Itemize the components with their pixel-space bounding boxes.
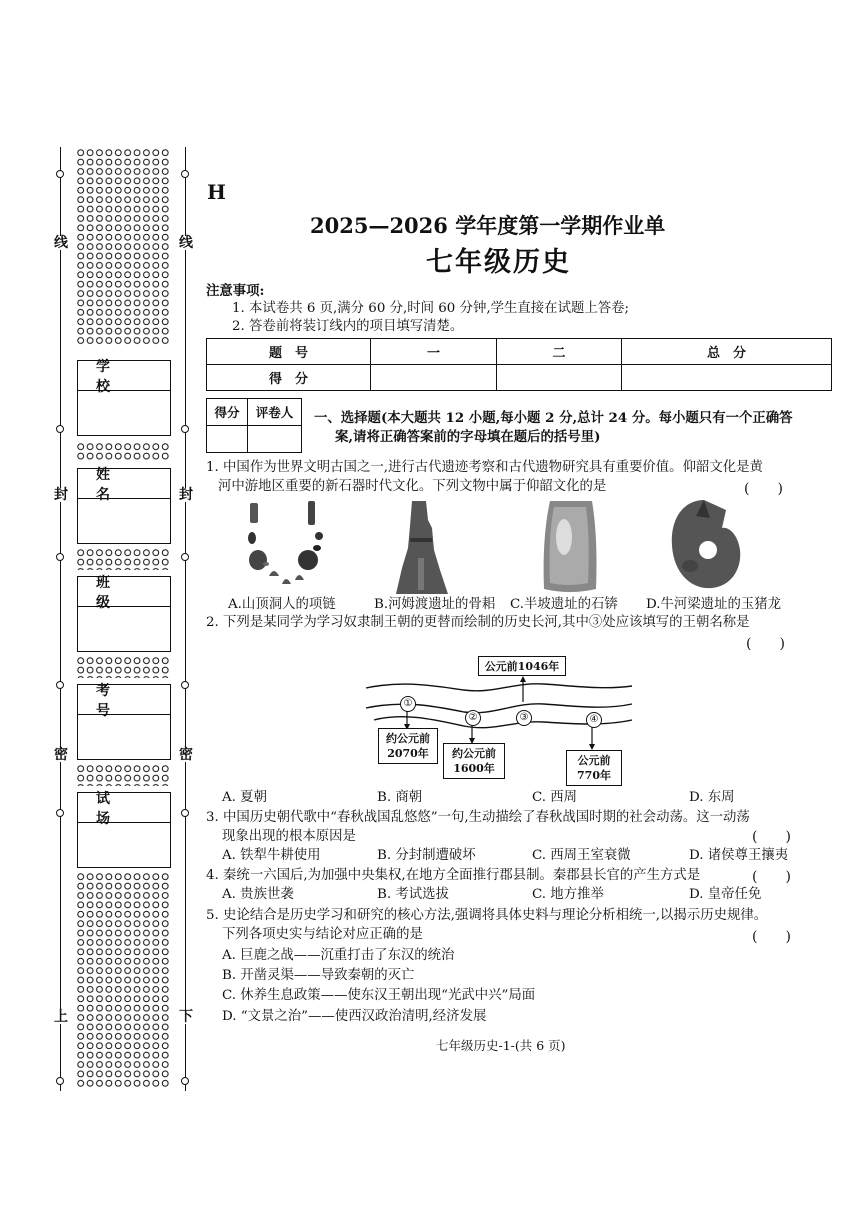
name-field[interactable] <box>77 468 171 544</box>
question-text: 现象出现的根本原因是 <box>222 829 356 844</box>
subject-title: 七年级历史 <box>426 247 571 278</box>
exam-room-field[interactable] <box>77 792 171 868</box>
option[interactable]: A.山顶洞人的项链 <box>228 597 336 612</box>
score-table <box>206 338 832 391</box>
binding-char: 密 <box>54 747 68 763</box>
binding-hole <box>181 553 189 561</box>
question-text: 1. 中国作为世界文明古国之一,进行古代遗迹考察和古代遗物研究具有重要价值。仰韶文化是黄 <box>206 460 763 475</box>
answer-paren[interactable]: ( ) <box>744 481 783 497</box>
score-table-cell: 一 <box>371 339 497 365</box>
grader-cell: 得分 <box>207 399 248 426</box>
binding-char: 密 <box>179 747 193 763</box>
option[interactable]: D. “文景之治”——使西汉政治清明,经济发展 <box>222 1009 487 1024</box>
binding-hole <box>56 170 64 178</box>
option[interactable]: C. 西周 <box>532 790 578 805</box>
binding-hole <box>56 809 64 817</box>
score-table-cell: 二 <box>497 339 622 365</box>
option[interactable]: C. 地方推举 <box>532 887 604 902</box>
option[interactable]: B. 分封制遭破坏 <box>377 848 476 863</box>
binding-char: 下 <box>179 1009 193 1025</box>
field-label: 姓 名 <box>78 469 170 499</box>
option[interactable]: D. 皇帝任免 <box>689 887 762 902</box>
option[interactable]: C. 休养生息政策——使东汉王朝出现“光武中兴”局面 <box>222 988 536 1003</box>
bone-spade-image <box>388 498 454 598</box>
timeline-date: 约公元前 <box>452 747 496 760</box>
exam-number-field[interactable] <box>77 684 171 760</box>
option[interactable]: D.牛河梁遗址的玉猪龙 <box>646 597 782 612</box>
binding-hole <box>181 1077 189 1085</box>
score-table-cell: 题 号 <box>207 339 371 365</box>
grader-table <box>206 398 302 453</box>
question-text: 5. 史论结合是历史学习和研究的核心方法,强调将具体史料与理论分析相统一,以揭示历史规律。 <box>206 908 768 923</box>
river-marker: ④ <box>586 712 602 728</box>
notice-heading: 注意事项: <box>206 283 265 299</box>
dot-pattern <box>76 872 170 1088</box>
school-field[interactable] <box>77 360 171 436</box>
section-heading: 一、选择题(本大题共 12 小题,每小题 2 分,总计 24 分。每小题只有一个正确答 <box>314 410 793 426</box>
timeline-date: 公元前 <box>577 754 611 767</box>
field-label: 学 校 <box>78 361 170 391</box>
page-title: 2025—2026 学年度第一学期作业单 <box>310 213 666 238</box>
notice-item: 1. 本试卷共 6 页,满分 60 分,时间 60 分钟,学生直接在试题上答卷; <box>232 301 630 316</box>
timeline-date: 2070年 <box>387 747 429 760</box>
answer-paren[interactable]: ( ) <box>746 636 785 652</box>
river-marker: ③ <box>516 710 532 726</box>
grader-name-input[interactable] <box>248 426 302 453</box>
question-text: 4. 秦统一六国后,为加强中央集权,在地方全面推行郡县制。秦郡县长官的产生方式是 <box>206 868 701 883</box>
binding-char: 上 <box>54 1009 68 1025</box>
timeline-date: 约公元前 <box>386 732 430 745</box>
option[interactable]: C.半坡遗址的石锛 <box>510 597 618 612</box>
binding-char: 封 <box>54 487 68 503</box>
option[interactable]: A. 贵族世袭 <box>222 887 294 902</box>
option[interactable]: A. 巨鹿之战——沉重打击了东汉的统治 <box>222 948 455 963</box>
dot-pattern <box>76 442 170 462</box>
option[interactable]: D. 诸侯尊王攘夷 <box>689 848 789 863</box>
page-footer: 七年级历史-1-(共 6 页) <box>436 1038 566 1053</box>
timeline-date: 770年 <box>577 769 611 782</box>
answer-paren[interactable]: ( ) <box>752 929 791 945</box>
binding-hole <box>56 425 64 433</box>
option[interactable]: A. 夏朝 <box>222 790 267 805</box>
timeline-date: 1600年 <box>453 762 495 775</box>
binding-char: 封 <box>179 487 193 503</box>
option[interactable]: D. 东周 <box>689 790 735 805</box>
binding-hole <box>56 553 64 561</box>
option[interactable]: C. 西周王室衰微 <box>532 848 631 863</box>
grader-cell: 评卷人 <box>248 399 302 426</box>
question-text: 河中游地区重要的新石器时代文化。下列文物中属于仰韶文化的是 <box>218 479 607 494</box>
necklace-image <box>222 498 350 598</box>
score-input-cell[interactable] <box>497 365 622 391</box>
score-input-cell[interactable] <box>371 365 497 391</box>
field-label: 考 号 <box>78 685 170 715</box>
score-table-cell: 得 分 <box>207 365 371 391</box>
binding-hole <box>56 681 64 689</box>
score-input-cell[interactable] <box>622 365 832 391</box>
field-label: 班 级 <box>78 577 170 607</box>
class-field[interactable] <box>77 576 171 652</box>
score-table-cell: 总 分 <box>622 339 832 365</box>
jade-pig-dragon-image <box>666 496 744 594</box>
river-marker: ② <box>465 710 481 726</box>
dot-pattern <box>76 656 170 678</box>
question-text: 2. 下列是某同学为学习奴隶制王朝的更替而绘制的历史长河,其中③处应该填写的王朝名称是 <box>206 615 750 630</box>
grader-score-input[interactable] <box>207 426 248 453</box>
question-text: 下列各项史实与结论对应正确的是 <box>222 927 423 942</box>
question-text: 3. 中国历史朝代歌中“春秋战国乱悠悠”一句,生动描绘了春秋战国时期的社会动荡。这一动荡 <box>206 810 750 825</box>
timeline-box <box>478 656 566 676</box>
binding-hole <box>181 681 189 689</box>
paper-code: H <box>207 180 226 204</box>
timeline-box <box>443 743 505 779</box>
binding-char: 线 <box>54 235 68 251</box>
river-marker: ① <box>400 696 416 712</box>
option[interactable]: B.河姆渡遗址的骨耜 <box>374 597 496 612</box>
option[interactable]: A. 铁犁牛耕使用 <box>222 848 321 863</box>
binding-line-left <box>60 147 61 1091</box>
binding-hole <box>56 1077 64 1085</box>
timeline-box <box>378 728 438 764</box>
binding-hole <box>181 170 189 178</box>
timeline-box <box>566 750 622 786</box>
dot-pattern <box>76 148 170 346</box>
option[interactable]: B. 开凿灵渠——导致秦朝的灭亡 <box>222 968 415 983</box>
binding-hole <box>181 809 189 817</box>
stone-adze-image <box>540 497 602 597</box>
notice-item: 2. 答卷前将装订线内的项目填写清楚。 <box>232 319 464 334</box>
binding-hole <box>181 425 189 433</box>
dot-pattern <box>76 548 170 570</box>
binding-char: 线 <box>179 235 193 251</box>
binding-line-right <box>185 147 186 1091</box>
field-label: 试 场 <box>78 793 170 823</box>
option[interactable]: B. 考试选拔 <box>377 887 449 902</box>
answer-paren[interactable]: ( ) <box>752 869 791 885</box>
option[interactable]: B. 商朝 <box>377 790 423 805</box>
timeline-date: 公元前1046年 <box>484 659 560 673</box>
section-heading: 案,请将正确答案前的字母填在题后的括号里) <box>335 429 601 445</box>
answer-paren[interactable]: ( ) <box>752 829 791 845</box>
dot-pattern <box>76 764 170 786</box>
